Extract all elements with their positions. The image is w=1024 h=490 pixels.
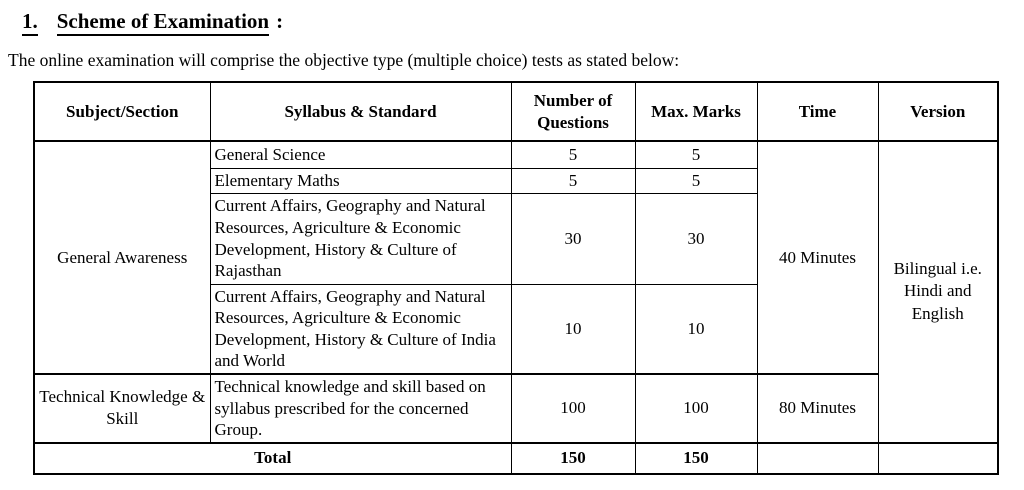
header-number-of-questions: Number of Questions [511,82,635,141]
cell-syllabus-technical: Technical knowledge and skill based on syllabus prescribed for the concerned Group. [210,374,511,443]
cell-questions-current-affairs-rajasthan: 30 [511,193,635,284]
cell-questions-general-science: 5 [511,141,635,168]
header-time: Time [757,82,878,141]
cell-total-version-empty [878,443,998,474]
cell-syllabus-current-affairs-india-world: Current Affairs, Geography and Natural Resources, Agriculture & Economic Development, History & Culture of India and World [210,284,511,374]
cell-syllabus-current-affairs-rajasthan: Current Affairs, Geography and Natural Resources, Agriculture & Economic Development, History & Culture of Rajasthan [210,193,511,284]
row-general-science [34,141,998,168]
exam-scheme-table [33,81,999,475]
cell-questions-current-affairs-india-world: 10 [511,284,635,374]
cell-subject-general-awareness: General Awareness [34,141,210,374]
page-title [22,9,1024,36]
header-max-marks: Max. Marks [635,82,757,141]
cell-subject-technical: Technical Knowledge & Skill [34,374,210,443]
header-version: Version [878,82,998,141]
cell-total-questions: 150 [511,443,635,474]
cell-questions-technical: 100 [511,374,635,443]
cell-marks-general-science: 5 [635,141,757,168]
cell-time-general-awareness: 40 Minutes [757,141,878,374]
table-header-row [34,82,998,141]
heading-number: 1. [22,9,38,36]
cell-total-time-empty [757,443,878,474]
row-total [34,443,998,474]
cell-total-label: Total [34,443,511,474]
cell-questions-elementary-maths: 5 [511,168,635,193]
cell-marks-current-affairs-india-world: 10 [635,284,757,374]
cell-syllabus-elementary-maths: Elementary Maths [210,168,511,193]
heading-title: Scheme of Examination [57,9,269,36]
row-technical-knowledge-skill [34,374,998,443]
heading-colon: : [276,9,284,33]
header-subject-section: Subject/Section [34,82,210,141]
cell-total-marks: 150 [635,443,757,474]
header-syllabus-standard: Syllabus & Standard [210,82,511,141]
cell-marks-technical: 100 [635,374,757,443]
cell-syllabus-general-science: General Science [210,141,511,168]
cell-marks-current-affairs-rajasthan: 30 [635,193,757,284]
cell-version-bilingual: Bilingual i.e. Hindi and English [878,141,998,443]
cell-time-technical: 80 Minutes [757,374,878,443]
intro-text: The online examination will comprise the objective type (multiple choice) tests as stated below: [8,50,680,71]
cell-marks-elementary-maths: 5 [635,168,757,193]
